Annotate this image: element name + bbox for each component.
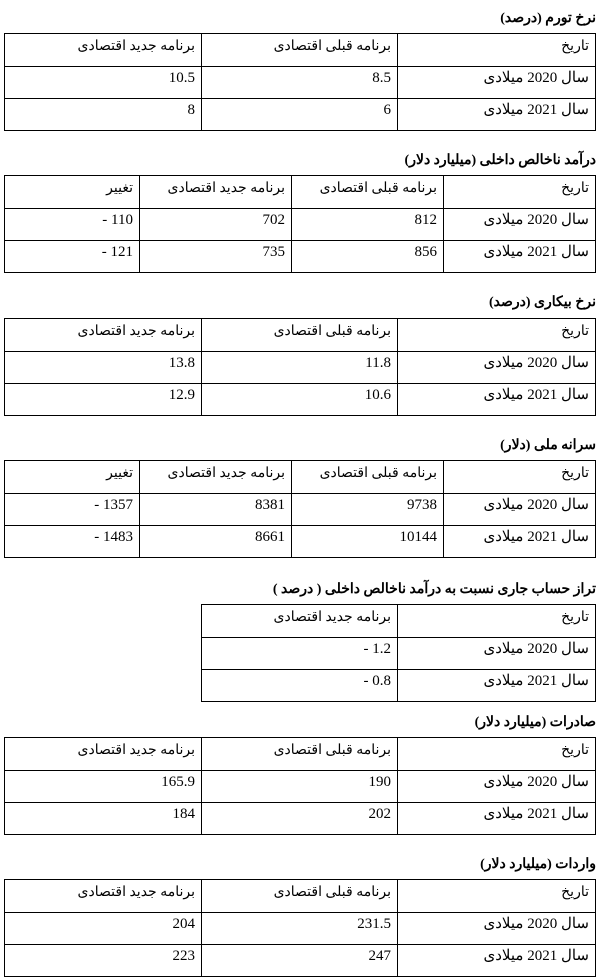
- cell-date: سال 2020 میلادی: [444, 494, 596, 526]
- cell-previous-plan: 9738: [292, 494, 444, 526]
- cell-date: سال 2021 میلادی: [398, 803, 596, 835]
- cell-new-plan: 1.2 -: [202, 638, 398, 670]
- cell-date: سال 2020 میلادی: [398, 771, 596, 803]
- header-change: تغییر: [5, 176, 140, 209]
- header-date: تاریخ: [398, 605, 596, 638]
- header-date: تاریخ: [398, 738, 596, 771]
- cell-new-plan: 0.8 -: [202, 670, 398, 702]
- header-new-plan: برنامه جدید اقتصادی: [140, 176, 292, 209]
- cell-previous-plan: 247: [202, 945, 398, 977]
- table-row: [5, 384, 596, 416]
- cell-previous-plan: 8.5: [202, 67, 398, 99]
- inflation-title: نرخ تورم (درصد): [500, 11, 596, 26]
- table-row: [5, 99, 596, 131]
- cell-new-plan: 8381: [140, 494, 292, 526]
- table-header-row: [5, 738, 596, 771]
- cell-date: سال 2021 میلادی: [444, 241, 596, 273]
- table-row: [5, 913, 596, 945]
- header-date: تاریخ: [444, 176, 596, 209]
- gdp-table: [4, 175, 596, 273]
- header-date: تاریخ: [398, 34, 596, 67]
- header-previous-plan: برنامه قبلی اقتصادی: [292, 176, 444, 209]
- header-new-plan: برنامه جدید اقتصادی: [5, 319, 202, 352]
- table-row: [202, 638, 596, 670]
- table-header-row: [5, 880, 596, 913]
- header-previous-plan: برنامه قبلی اقتصادی: [202, 880, 398, 913]
- per-capita-title: سرانه ملی (دلار): [500, 438, 596, 453]
- table-row: [5, 352, 596, 384]
- unemployment-table: [4, 318, 596, 416]
- cell-date: سال 2020 میلادی: [398, 352, 596, 384]
- table-row: [5, 67, 596, 99]
- header-change: تغییر: [5, 461, 140, 494]
- cell-previous-plan: 10144: [292, 526, 444, 558]
- current-account-table: [201, 604, 596, 702]
- cell-date: سال 2020 میلادی: [398, 638, 596, 670]
- cell-date: سال 2021 میلادی: [444, 526, 596, 558]
- table-header-row: [5, 34, 596, 67]
- cell-date: سال 2020 میلادی: [398, 913, 596, 945]
- cell-new-plan: 12.9: [5, 384, 202, 416]
- cell-change: 121 -: [5, 241, 140, 273]
- inflation-table: [4, 33, 596, 131]
- cell-previous-plan: 812: [292, 209, 444, 241]
- cell-change: 110 -: [5, 209, 140, 241]
- cell-date: سال 2020 میلادی: [398, 67, 596, 99]
- gdp-title: درآمد ناخالص داخلی (میلیارد دلار): [404, 153, 596, 168]
- cell-new-plan: 204: [5, 913, 202, 945]
- cell-new-plan: 10.5: [5, 67, 202, 99]
- header-new-plan: برنامه جدید اقتصادی: [5, 880, 202, 913]
- cell-new-plan: 13.8: [5, 352, 202, 384]
- cell-new-plan: 8661: [140, 526, 292, 558]
- cell-previous-plan: 6: [202, 99, 398, 131]
- header-previous-plan: برنامه قبلی اقتصادی: [202, 319, 398, 352]
- header-new-plan: برنامه جدید اقتصادی: [140, 461, 292, 494]
- header-new-plan: برنامه جدید اقتصادی: [202, 605, 398, 638]
- imports-table: [4, 879, 596, 977]
- header-previous-plan: برنامه قبلی اقتصادی: [202, 738, 398, 771]
- cell-new-plan: 8: [5, 99, 202, 131]
- cell-new-plan: 223: [5, 945, 202, 977]
- table-row: [5, 209, 596, 241]
- header-new-plan: برنامه جدید اقتصادی: [5, 738, 202, 771]
- cell-previous-plan: 202: [202, 803, 398, 835]
- cell-date: سال 2021 میلادی: [398, 384, 596, 416]
- header-date: تاریخ: [398, 319, 596, 352]
- header-new-plan: برنامه جدید اقتصادی: [5, 34, 202, 67]
- cell-date: سال 2021 میلادی: [398, 99, 596, 131]
- cell-date: سال 2020 میلادی: [444, 209, 596, 241]
- table-row: [5, 494, 596, 526]
- header-previous-plan: برنامه قبلی اقتصادی: [202, 34, 398, 67]
- cell-new-plan: 165.9: [5, 771, 202, 803]
- table-header-row: [5, 319, 596, 352]
- table-row: [5, 803, 596, 835]
- header-previous-plan: برنامه قبلی اقتصادی: [292, 461, 444, 494]
- table-row: [5, 771, 596, 803]
- imports-title: واردات (میلیارد دلار): [480, 857, 596, 872]
- header-date: تاریخ: [398, 880, 596, 913]
- table-header-row: [202, 605, 596, 638]
- header-date: تاریخ: [444, 461, 596, 494]
- current-account-title: تراز حساب جاری نسبت به درآمد ناخالص داخلی ( درصد ): [272, 582, 596, 597]
- per-capita-table: [4, 460, 596, 558]
- cell-change: 1357 -: [5, 494, 140, 526]
- cell-previous-plan: 190: [202, 771, 398, 803]
- table-row: [5, 526, 596, 558]
- cell-previous-plan: 11.8: [202, 352, 398, 384]
- table-row: [202, 670, 596, 702]
- cell-change: 1483 -: [5, 526, 140, 558]
- cell-previous-plan: 231.5: [202, 913, 398, 945]
- cell-new-plan: 702: [140, 209, 292, 241]
- cell-new-plan: 735: [140, 241, 292, 273]
- table-header-row: [5, 461, 596, 494]
- cell-date: سال 2021 میلادی: [398, 945, 596, 977]
- cell-previous-plan: 10.6: [202, 384, 398, 416]
- exports-table: [4, 737, 596, 835]
- table-row: [5, 241, 596, 273]
- unemployment-title: نرخ بیکاری (درصد): [488, 295, 596, 310]
- cell-new-plan: 184: [5, 803, 202, 835]
- table-row: [5, 945, 596, 977]
- table-header-row: [5, 176, 596, 209]
- cell-previous-plan: 856: [292, 241, 444, 273]
- cell-date: سال 2021 میلادی: [398, 670, 596, 702]
- exports-title: صادرات (میلیارد دلار): [474, 715, 596, 730]
